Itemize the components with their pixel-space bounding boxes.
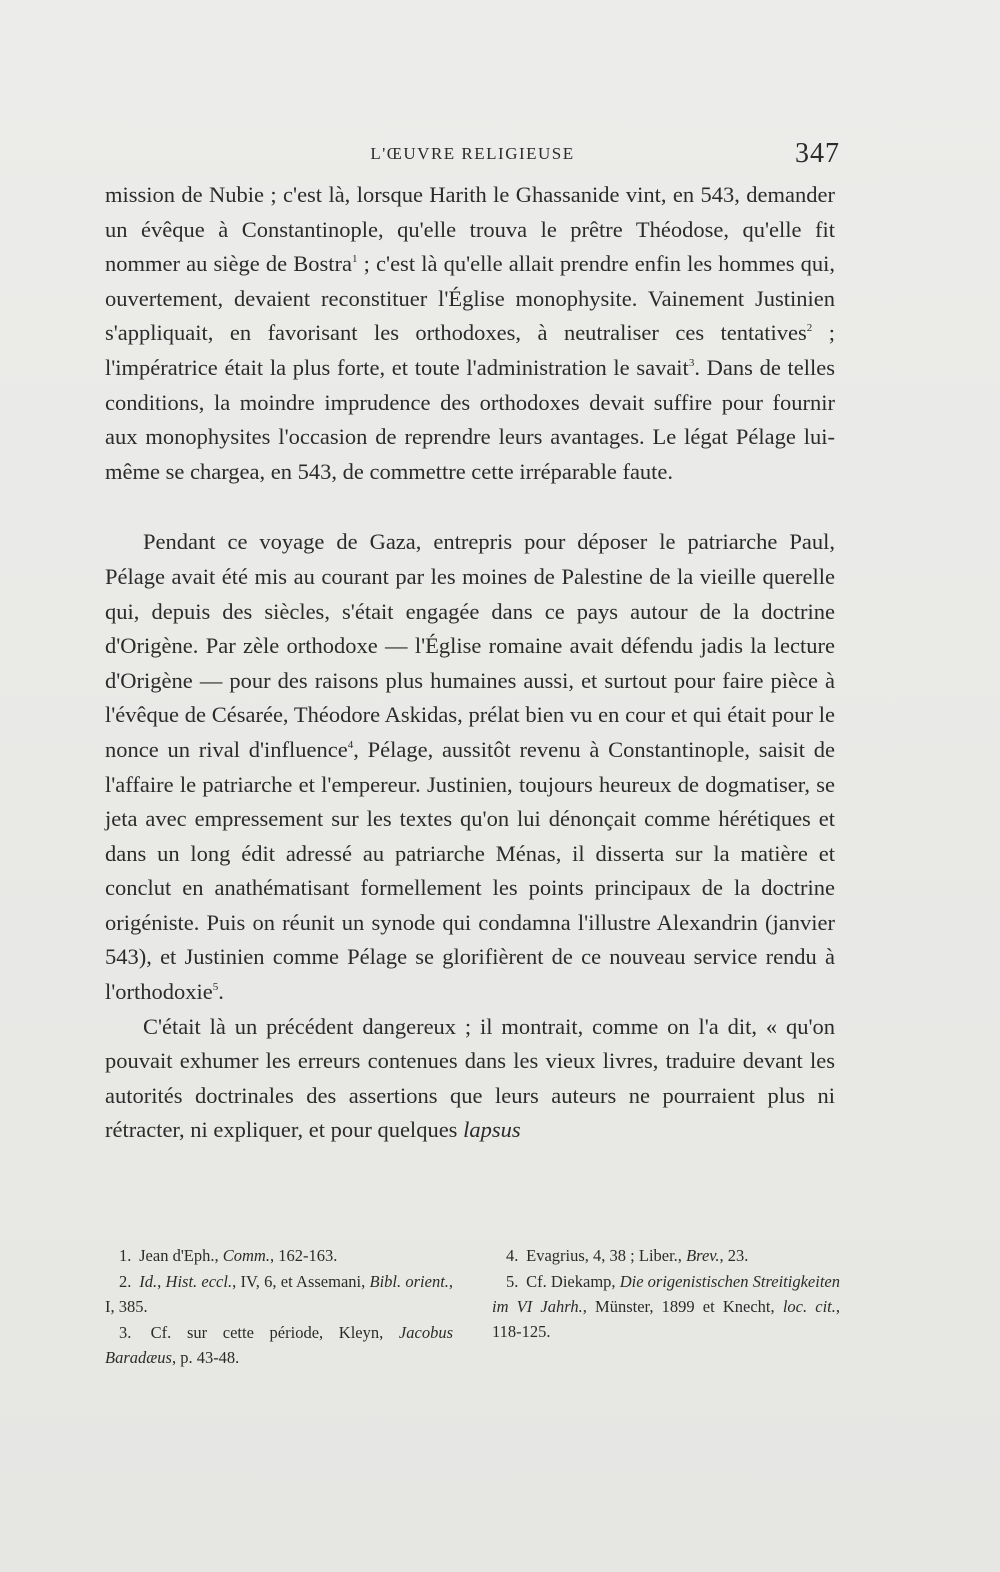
footnote-ref-4: 4: [347, 738, 354, 751]
footnote-text: Jean d'Eph.,: [139, 1246, 223, 1265]
paragraph-3: [105, 1010, 835, 1148]
footnote-number: 5.: [506, 1272, 519, 1291]
footnote-text: Cf. sur cette période, Kleyn,: [150, 1323, 399, 1342]
footnotes: [105, 1243, 840, 1371]
paragraph-text: C'était là un précédent dangereux ; il montrait, comme on l'a dit, « qu'on pouvait exhumer les erreurs contenues dans les vieux livres, traduire devant les autorités doctrinales des assertions que leurs auteurs ne pourraient plus ni rétracter, ni expliquer, et pour quelques: [105, 1013, 835, 1143]
paragraph-text: ; c'est là qu'elle allait prendre enfin les hommes qui, ouvertement, devaient reconstituer l'Église monophysite. Vainement Justinien s'appliquait, en favorisant les orthodoxes, à neutraliser ces tentatives: [105, 251, 835, 346]
footnote-4: [492, 1243, 840, 1268]
footnote-title: Comm.: [222, 1246, 270, 1265]
paragraph-text: . Dans de telles conditions, la moindre imprudence des orthodoxes devait suffire pour fournir aux monophysites l'occasion de reprendre leurs avantages. Le légat Pélage lui-même se chargea, en 543, de commettre cette irréparable faute.: [105, 354, 835, 484]
footnote-number: 3.: [119, 1323, 132, 1342]
footnote-2: [105, 1269, 453, 1319]
footnote-ref-2: 2: [806, 322, 813, 335]
paragraph-1: [105, 178, 835, 489]
footnote-text: Evagrius, 4, 38 ; Liber.,: [526, 1246, 687, 1265]
italic-term: lapsus: [463, 1117, 521, 1143]
paragraph-2: [105, 525, 835, 1009]
footnote-title: loc. cit.: [782, 1297, 836, 1316]
paragraph-text: , Pélage, aussitôt revenu à Constantinople, saisit de l'affaire le patriarche et l'empereur. Justinien, toujours heureux de dogmatiser, se jeta avec empressement sur les textes qu'on lui dénonçait comme hérétiques et dans un long édit adressé au patriarche Ménas, il disserta sur la matière et conclut en anathématisant formellement les points principaux de la doctrine origéniste. Puis on réunit un synode qui condamna l'illustre Alexandrin (janvier 543), et Justinien comme Pélage se glorifièrent de ce nouveau service rendu à l'orthodoxie: [105, 736, 835, 1005]
footnote-title: Hist. eccl.: [165, 1272, 233, 1291]
footnote-text: , 23.: [719, 1246, 749, 1265]
footnote-1: [105, 1243, 453, 1268]
footnote-3: [105, 1320, 453, 1370]
footnote-text: , IV, 6, et Assemani,: [232, 1272, 370, 1291]
footnote-text: ,: [157, 1272, 166, 1291]
paragraph-text: Pendant ce voyage de Gaza, entrepris pour déposer le patriarche Paul, Pélage avait été mis au courant par les moines de Palestine de la vieille querelle qui, depuis des siècles, s'était engagée dans ce pays autour de la doctrine d'Origène. Par zèle orthodoxe — l'Église romaine avait défendu jadis la lecture d'Origène — pour des raisons plus humaines aussi, et surtout pour faire pièce à l'évêque de Césarée, Théodore Askidas, prélat bien vu en cour et qui était pour le nonce un rival d'influence: [105, 529, 835, 762]
page-header: [105, 138, 840, 174]
footnote-number: 2.: [119, 1272, 132, 1291]
footnote-title: Id.: [139, 1272, 158, 1291]
footnote-5: [492, 1269, 840, 1344]
running-head: L'ŒUVRE RELIGIEUSE: [370, 144, 575, 163]
footnote-text: , Münster, 1899 et Knecht,: [582, 1297, 783, 1316]
footnote-text: , I, 385.: [105, 1272, 454, 1316]
paragraph-text: mission de Nubie ; c'est là, lorsque Harith le Ghassanide vint, en 543, demander un évêque à Constantinople, qu'elle trouva le prêtre Théodose, qu'elle fit nommer au siège de Bostra: [105, 182, 835, 277]
footnote-text: , 162-163.: [269, 1246, 338, 1265]
paragraph-text: .: [218, 979, 224, 1005]
footnote-title: Brev.: [686, 1246, 720, 1265]
footnote-title: Jacobus Baradæus: [105, 1323, 453, 1367]
footnote-ref-3: 3: [688, 356, 695, 369]
footnote-ref-5: 5: [212, 981, 219, 994]
footnote-title: Die origenistischen Streitigkeiten im VI Jahrh.: [492, 1272, 840, 1316]
paragraph-text: ; l'impératrice était la plus forte, et toute l'administration le savait: [105, 320, 835, 380]
footnote-title: Bibl. orient.: [369, 1272, 449, 1291]
footnote-ref-1: 1: [352, 253, 358, 266]
footnote-number: 4.: [506, 1246, 519, 1265]
body-text: [105, 178, 835, 1148]
footnote-text: Cf. Diekamp,: [526, 1272, 620, 1291]
footnote-number: 1.: [119, 1246, 132, 1265]
footnote-text: , 118-125.: [492, 1297, 840, 1341]
footnotes-left-column: [105, 1243, 453, 1371]
footnotes-right-column: [492, 1243, 840, 1371]
page-number: 347: [795, 138, 840, 169]
footnote-text: , p. 43-48.: [171, 1348, 240, 1367]
